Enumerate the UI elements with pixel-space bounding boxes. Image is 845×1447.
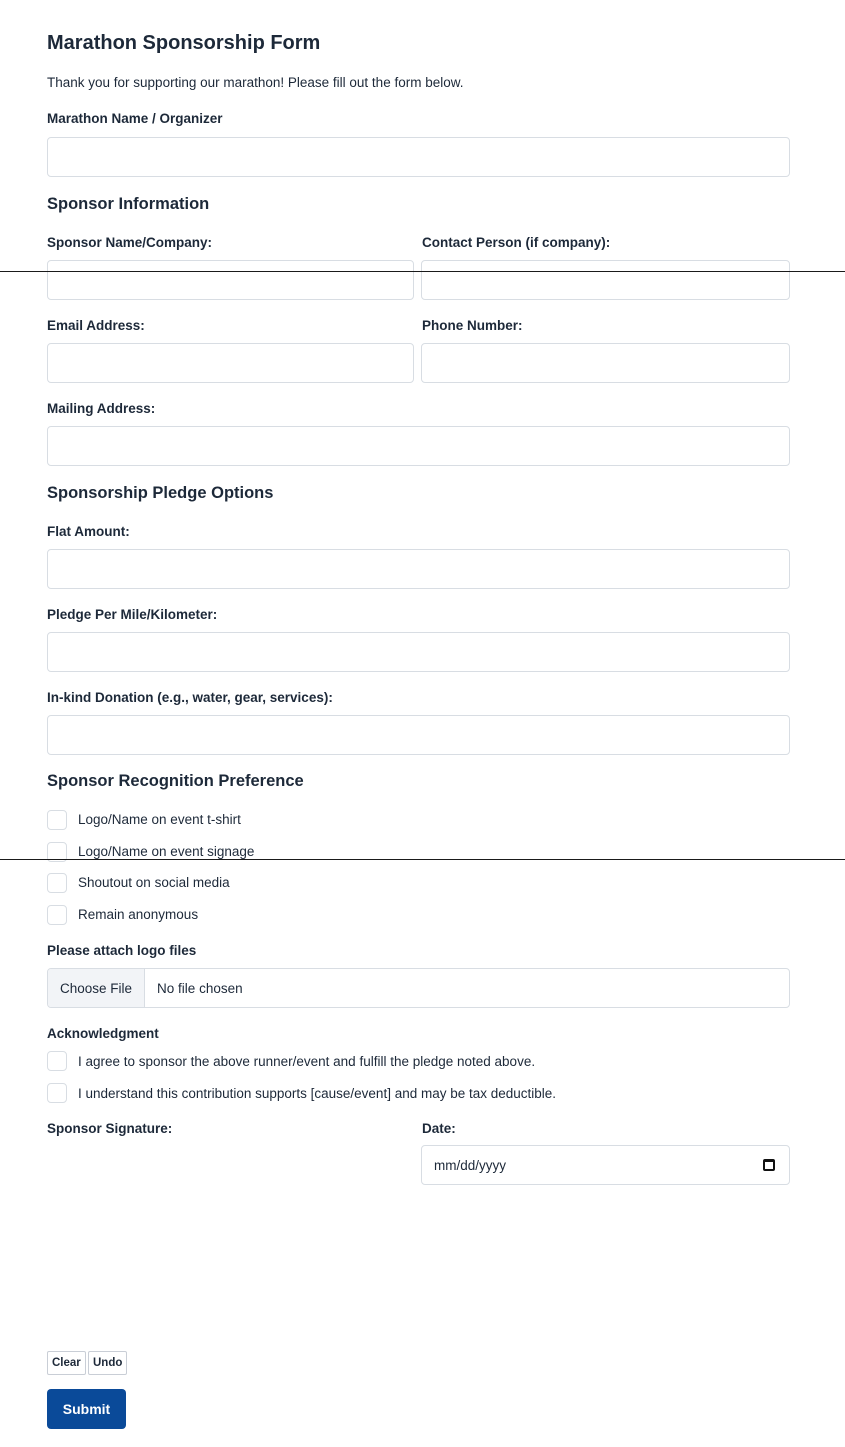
undo-button[interactable]: Undo [88, 1351, 127, 1375]
attach-logo-label: Please attach logo files [47, 943, 197, 958]
date-input[interactable] [421, 1145, 790, 1185]
ack-label-understand: I understand this contribution supports [cause/event] and may be tax deductible. [78, 1086, 557, 1101]
sponsor-name-input[interactable] [47, 260, 414, 300]
date-placeholder: mm/dd/yyyy [434, 1157, 507, 1173]
mailing-address-label: Mailing Address: [47, 401, 156, 416]
clear-button[interactable]: Clear [47, 1351, 86, 1375]
form-intro: Thank you for supporting our marathon! Please fill out the form below. [47, 75, 464, 90]
recognition-label-signage: Logo/Name on event signage [78, 844, 255, 859]
recognition-label-social: Shoutout on social media [78, 875, 230, 890]
file-upload-input[interactable] [47, 968, 790, 1008]
ack-checkbox-understand[interactable] [47, 1083, 67, 1103]
acknowledgment-heading: Acknowledgment [47, 1026, 159, 1041]
per-mile-input[interactable] [47, 632, 790, 672]
inkind-label: In-kind Donation (e.g., water, gear, services): [47, 690, 333, 705]
flat-amount-label: Flat Amount: [47, 524, 130, 539]
pledge-heading: Sponsorship Pledge Options [47, 484, 274, 502]
choose-file-button[interactable]: Choose File [48, 969, 145, 1007]
email-input[interactable] [47, 343, 414, 383]
marathon-name-input[interactable] [47, 137, 790, 177]
contact-person-input[interactable] [421, 260, 790, 300]
signature-label: Sponsor Signature: [47, 1121, 173, 1136]
date-label: Date: [422, 1121, 456, 1136]
calendar-icon[interactable] [763, 1159, 775, 1171]
per-mile-label: Pledge Per Mile/Kilometer: [47, 607, 218, 622]
form-title: Marathon Sponsorship Form [47, 32, 321, 54]
ack-checkbox-agree[interactable] [47, 1051, 67, 1071]
recognition-checkbox-social[interactable] [47, 873, 67, 893]
email-label: Email Address: [47, 318, 145, 333]
file-status-text: No file chosen [157, 980, 243, 996]
sponsor-info-heading: Sponsor Information [47, 195, 210, 213]
recognition-label-tshirt: Logo/Name on event t-shirt [78, 812, 241, 827]
sponsor-name-label: Sponsor Name/Company: [47, 235, 213, 250]
phone-label: Phone Number: [422, 318, 523, 333]
contact-person-label: Contact Person (if company): [422, 235, 611, 250]
flat-amount-input[interactable] [47, 549, 790, 589]
submit-button[interactable]: Submit [47, 1389, 126, 1429]
recognition-heading: Sponsor Recognition Preference [47, 772, 304, 790]
signature-pad[interactable] [47, 1145, 414, 1345]
divider-line [0, 859, 845, 860]
mailing-address-input[interactable] [47, 426, 790, 466]
marathon-name-label: Marathon Name / Organizer [47, 111, 223, 126]
recognition-checkbox-anonymous[interactable] [47, 905, 67, 925]
divider-line [0, 271, 845, 272]
recognition-label-anonymous: Remain anonymous [78, 907, 199, 922]
recognition-checkbox-tshirt[interactable] [47, 810, 67, 830]
phone-input[interactable] [421, 343, 790, 383]
ack-label-agree: I agree to sponsor the above runner/event and fulfill the pledge noted above. [78, 1054, 536, 1069]
inkind-input[interactable] [47, 715, 790, 755]
